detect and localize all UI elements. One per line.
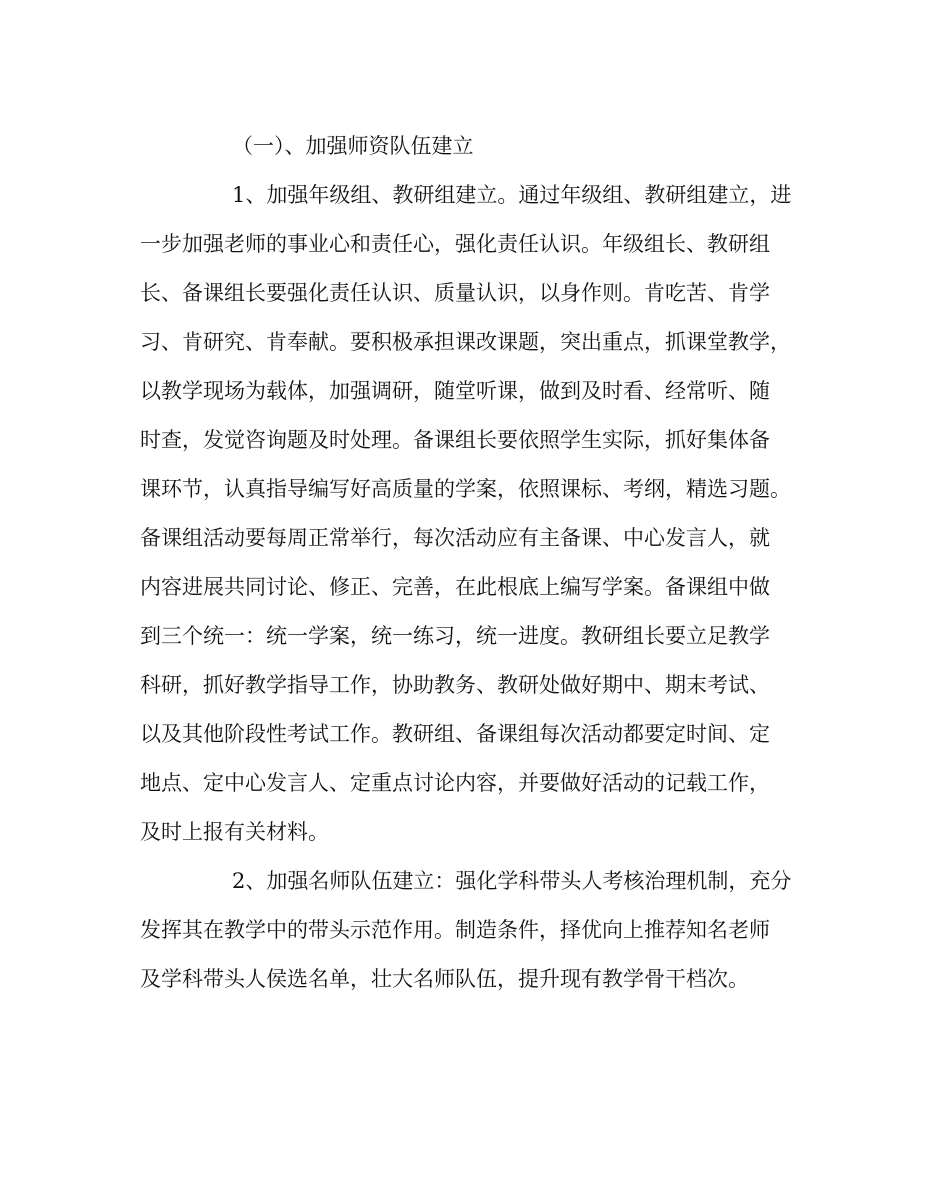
paragraph-line: 及学科带头人侯选名单，壮大名师队伍，提升现有教学骨干档次。 (140, 967, 749, 991)
paragraph-line: 以及其他阶段性考试工作。教研组、备课组每次活动都要定时间、定 (140, 722, 770, 746)
paragraph-line: 长、备课组长要强化责任认识、质量认识，以身作则。肯吃苦、肯学 (140, 281, 770, 305)
paragraph-line: 课环节，认真指导编写好高质量的学案，依照课标、考纲，精选习题。 (140, 477, 791, 501)
paragraph-line: 地点、定中心发言人、定重点讨论内容，并要做好活动的记载工作， (140, 771, 770, 795)
paragraph-line: 习、肯研究、肯奉献。要积极承担课改课题，突出重点，抓课堂教学， (140, 330, 791, 354)
paragraph-line: 内容进展共同讨论、修正、完善，在此根底上编写学案。备课组中做 (140, 575, 770, 599)
document-body (140, 0, 810, 1189)
paragraph-line: 以教学现场为载体，加强调研，随堂听课，做到及时看、经常听、随 (140, 379, 770, 403)
paragraph-line: 发挥其在教学中的带头示范作用。制造条件，择优向上推荐知名老师 (140, 918, 770, 942)
paragraph-line: 2、加强名师队伍建立：强化学科带头人考核治理机制，充分 (232, 869, 792, 893)
paragraph-line: 科研，抓好教学指导工作，协助教务、教研处做好期中、期末考试、 (140, 673, 770, 697)
paragraph-line: 一步加强老师的事业心和责任心，强化责任认识。年级组长、教研组 (140, 232, 770, 256)
paragraph-line: 及时上报有关材料。 (140, 820, 329, 844)
paragraph-line: 备课组活动要每周正常举行，每次活动应有主备课、中心发言人，就 (140, 526, 770, 550)
section-heading: （一）、加强师资队伍建立 (232, 134, 474, 158)
paragraph-line: 到三个统一：统一学案，统一练习，统一进度。教研组长要立足教学 (140, 624, 770, 648)
paragraph-line: 时查，发觉咨询题及时处理。备课组长要依照学生实际，抓好集体备 (140, 428, 770, 452)
paragraph-line: 1、加强年级组、教研组建立。通过年级组、教研组建立，进 (232, 183, 792, 207)
